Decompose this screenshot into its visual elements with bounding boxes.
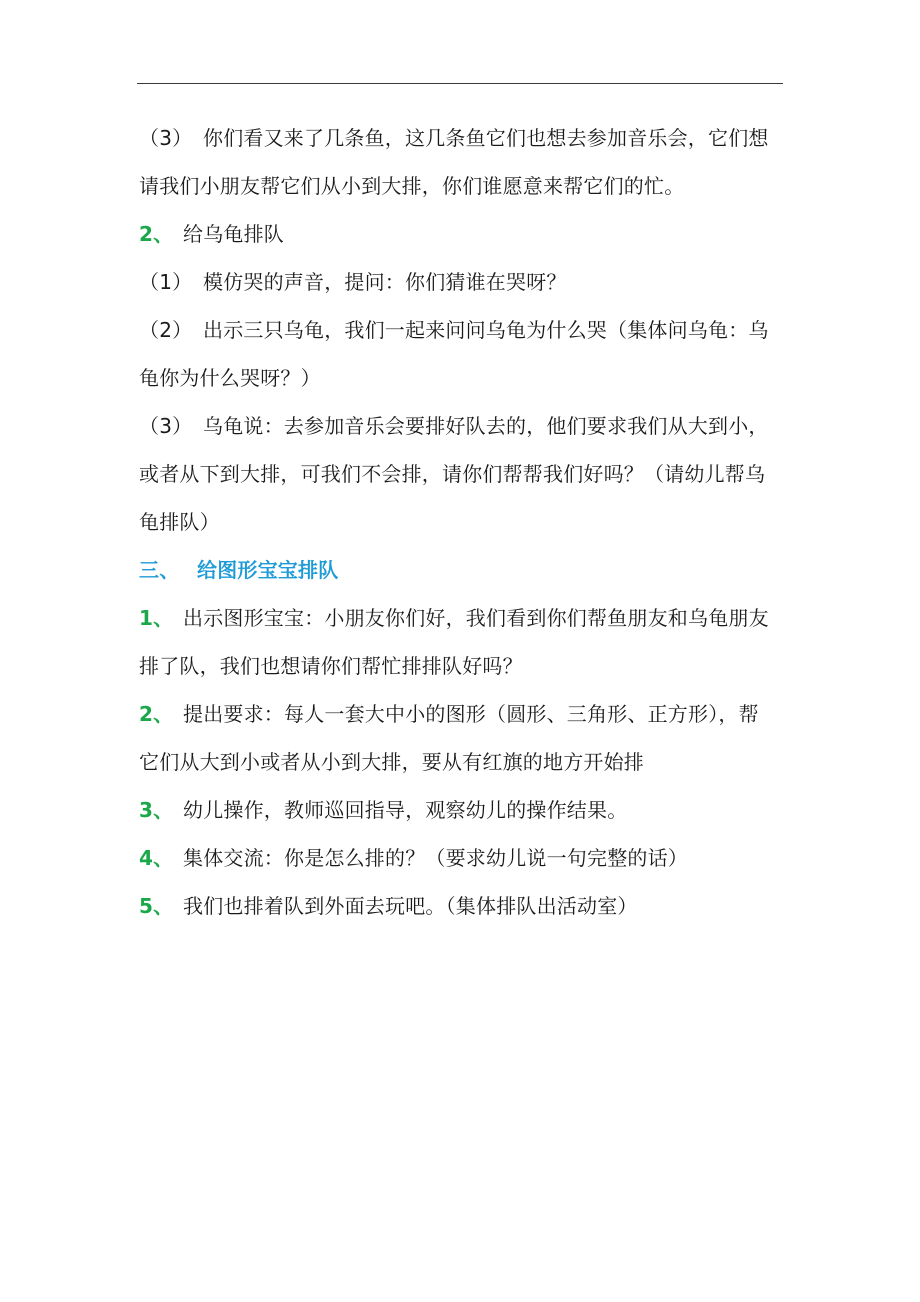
item-text: 给乌龟排队 xyxy=(183,222,284,246)
item-text: 提出要求：每人一套大中小的图形（圆形、三角形、正方形），帮 xyxy=(183,702,759,726)
item-text: 出示三只乌龟，我们一起来问问乌龟为什么哭（集体问乌龟：乌 xyxy=(203,318,769,342)
item-text: 模仿哭的声音，提问：你们猜谁在哭呀？ xyxy=(203,270,567,294)
item-number: 1、 xyxy=(139,606,174,630)
item-text: 你们看又来了几条鱼，这几条鱼它们也想去参加音乐会，它们想 xyxy=(203,126,769,150)
item-text: 给图形宝宝排队 xyxy=(197,558,339,582)
item-number: （2） xyxy=(139,318,193,342)
item-text: 请我们小朋友帮它们从小到大排，你们谁愿意来帮它们的忙。 xyxy=(139,174,685,198)
item-text: 龟你为什么哭呀？） xyxy=(139,366,321,390)
document-body xyxy=(139,114,799,930)
item-number: 5、 xyxy=(139,894,174,918)
item-text: 它们从大到小或者从小到大排，要从有红旗的地方开始排 xyxy=(139,750,644,774)
paragraph-line xyxy=(139,114,799,162)
section-heading xyxy=(139,546,799,594)
paragraph-line xyxy=(139,210,799,258)
item-text: 幼儿操作，教师巡回指导，观察幼儿的操作结果。 xyxy=(183,798,628,822)
paragraph-line xyxy=(139,738,799,786)
item-number: 三、 xyxy=(139,558,180,582)
paragraph-line xyxy=(139,498,799,546)
header-rule xyxy=(137,83,783,84)
paragraph-line xyxy=(139,594,799,642)
item-number: 2、 xyxy=(139,702,174,726)
paragraph-line xyxy=(139,690,799,738)
paragraph-line xyxy=(139,834,799,882)
item-text: 乌龟说：去参加音乐会要排好队去的，他们要求我们从大到小， xyxy=(203,414,769,438)
item-text: 我们也排着队到外面去玩吧。（集体排队出活动室） xyxy=(183,894,638,918)
item-number: 2、 xyxy=(139,222,174,246)
paragraph-line xyxy=(139,882,799,930)
paragraph-line xyxy=(139,402,799,450)
paragraph-line xyxy=(139,642,799,690)
item-text: 出示图形宝宝：小朋友你们好，我们看到你们帮鱼朋友和乌龟朋友 xyxy=(183,606,769,630)
paragraph-line xyxy=(139,162,799,210)
item-number: 3、 xyxy=(139,798,174,822)
paragraph-line xyxy=(139,258,799,306)
paragraph-line xyxy=(139,786,799,834)
paragraph-line xyxy=(139,354,799,402)
item-number: （3） xyxy=(139,414,193,438)
item-number: （1） xyxy=(139,270,193,294)
item-text: 龟排队） xyxy=(139,510,220,534)
item-number: 4、 xyxy=(139,846,174,870)
item-text: 或者从下到大排，可我们不会排，请你们帮帮我们好吗？（请幼儿帮乌 xyxy=(139,462,766,486)
paragraph-line xyxy=(139,450,799,498)
paragraph-line xyxy=(139,306,799,354)
item-text: 集体交流：你是怎么排的？（要求幼儿说一句完整的话） xyxy=(183,846,688,870)
item-number: （3） xyxy=(139,126,193,150)
item-text: 排了队，我们也想请你们帮忙排排队好吗？ xyxy=(139,654,523,678)
